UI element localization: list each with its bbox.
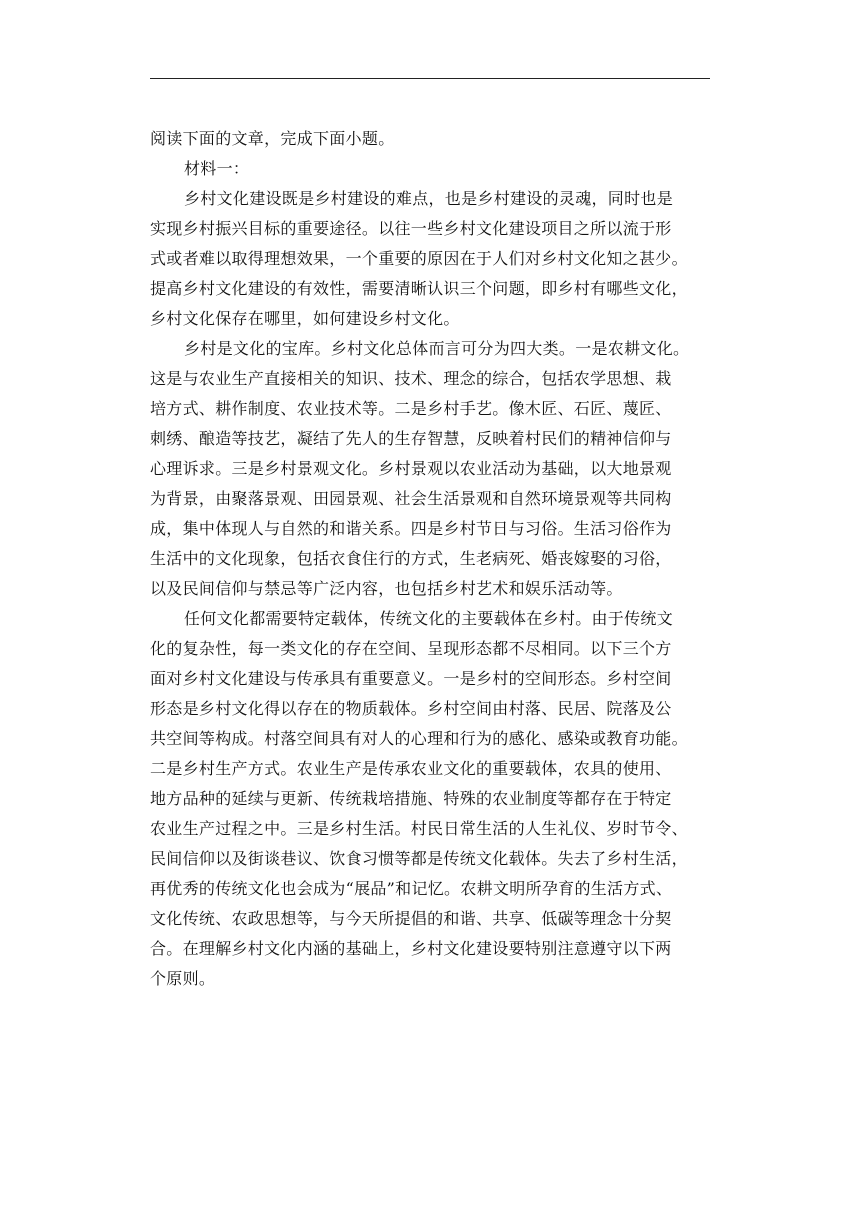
paragraph-line: 实现乡村振兴目标的重要途径。以往一些乡村文化建设项目之所以流于形: [150, 219, 672, 238]
paragraph-2: [150, 334, 730, 604]
paragraph-3: [150, 604, 730, 994]
paragraph-1: [150, 184, 730, 334]
paragraph-line: 化的复杂性，每一类文化的存在空间、呈现形态都不尽相同。以下三个方: [150, 639, 672, 658]
paragraph-line: 地方品种的延续与更新、传统栽培措施、特殊的农业制度等都存在于特定: [150, 789, 672, 808]
paragraph-line: 心理诉求。三是乡村景观文化。乡村景观以农业活动为基础，以大地景观: [150, 459, 672, 478]
paragraph-line: 二是乡村生产方式。农业生产是传承农业文化的重要载体，农具的使用、: [150, 759, 672, 778]
paragraph-line: 民间信仰以及街谈巷议、饮食习惯等都是传统文化载体。失去了乡村生活，: [150, 849, 688, 868]
header-rule: [150, 78, 710, 79]
paragraph-line: 再优秀的传统文化也会成为“展品”和记忆。农耕文明所孕育的生活方式、: [150, 879, 673, 898]
paragraph-line: 乡村是文化的宝库。乡村文化总体而言可分为四大类。一是农耕文化。: [184, 339, 690, 358]
material-heading: 材料一：: [184, 159, 250, 178]
paragraph-line: 形态是乡村文化得以存在的物质载体。乡村空间由村落、民居、院落及公: [150, 699, 672, 718]
paragraph-line: 合。在理解乡村文化内涵的基础上，乡村文化建设要特别注意遵守以下两: [150, 939, 672, 958]
paragraph-line: 共空间等构成。村落空间具有对人的心理和行为的感化、感染或教育功能。: [150, 729, 688, 748]
document-body: [150, 124, 730, 994]
paragraph-line: 培方式、耕作制度、农业技术等。二是乡村手艺。像木匠、石匠、蔑匠、: [150, 399, 672, 418]
paragraph-line: 为背景，由聚落景观、田园景观、社会生活景观和自然环境景观等共同构: [150, 489, 672, 508]
intro-instruction: 阅读下面的文章，完成下面小题。: [150, 129, 395, 148]
paragraph-line: 成，集中体现人与自然的和谐关系。四是乡村节日与习俗。生活习俗作为: [150, 519, 672, 538]
paragraph-line: 个原则。: [150, 969, 216, 988]
paragraph-line: 生活中的文化现象，包括衣食住行的方式，生老病死、婚丧嫁娶的习俗，: [150, 549, 672, 568]
paragraph-line: 文化传统、农政思想等，与今天所提倡的和谐、共享、低碳等理念十分契: [150, 909, 672, 928]
paragraph-line: 乡村文化建设既是乡村建设的难点，也是乡村建设的灵魂，同时也是: [184, 189, 674, 208]
paragraph-line: 乡村文化保存在哪里，如何建设乡村文化。: [150, 309, 460, 328]
paragraph-line: 刺绣、酿造等技艺，凝结了先人的生存智慧，反映着村民们的精神信仰与: [150, 429, 672, 448]
paragraph-line: 提高乡村文化建设的有效性，需要清晰认识三个问题，即乡村有哪些文化，: [150, 279, 688, 298]
paragraph-line: 农业生产过程之中。三是乡村生活。村民日常生活的人生礼仪、岁时节令、: [150, 819, 688, 838]
paragraph-line: 式或者难以取得理想效果，一个重要的原因在于人们对乡村文化知之甚少。: [150, 249, 688, 268]
paragraph-line: 面对乡村文化建设与传承具有重要意义。一是乡村的空间形态。乡村空间: [150, 669, 672, 688]
paragraph-line: 这是与农业生产直接相关的知识、技术、理念的综合，包括农学思想、栽: [150, 369, 672, 388]
paragraph-line: 以及民间信仰与禁忌等广泛内容，也包括乡村艺术和娱乐活动等。: [150, 579, 623, 598]
paragraph-line: 任何文化都需要特定载体，传统文化的主要载体在乡村。由于传统文: [184, 609, 674, 628]
